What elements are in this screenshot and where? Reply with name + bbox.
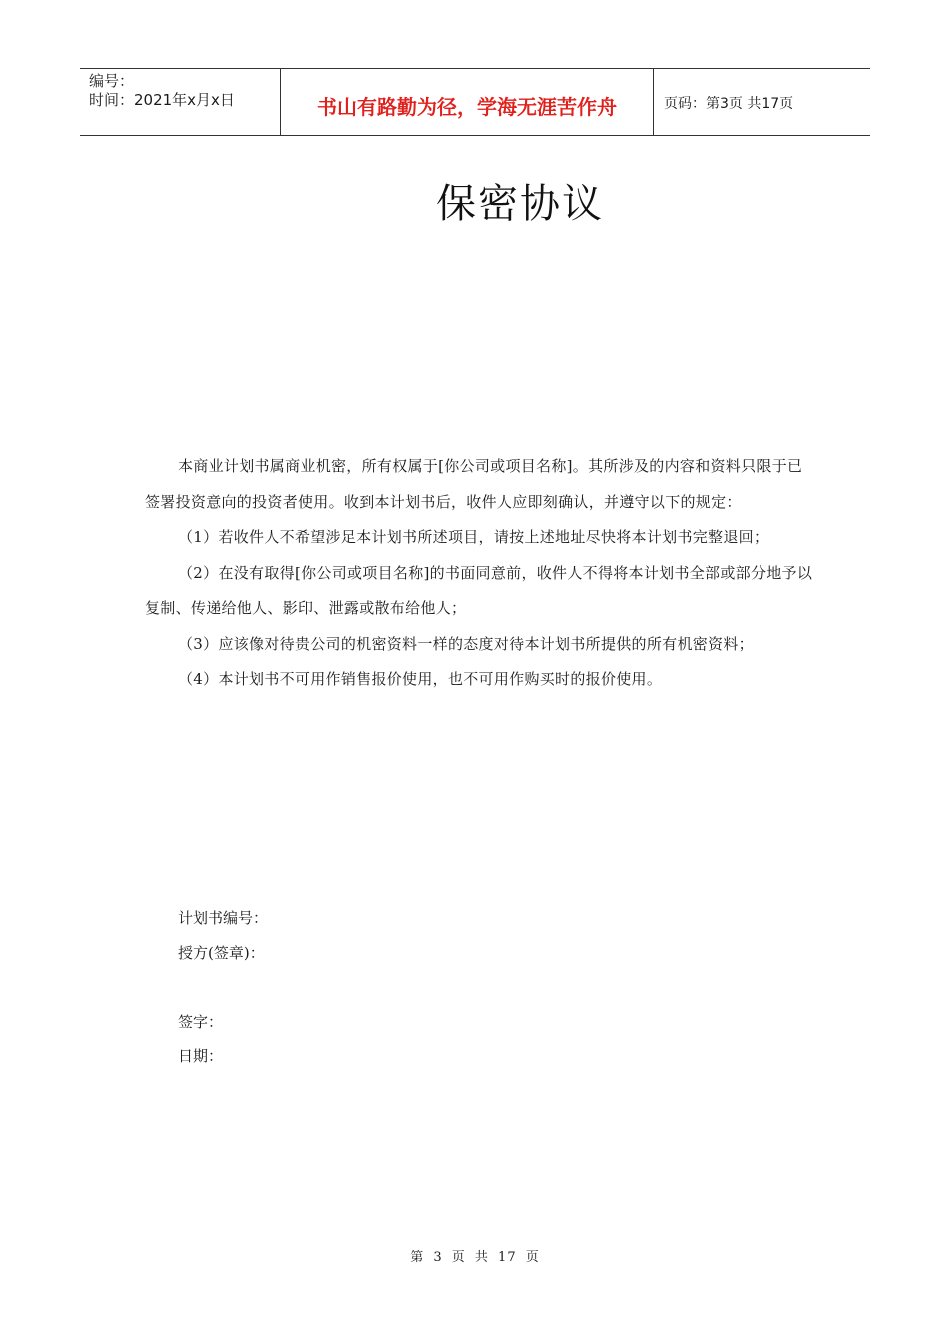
paragraph-clause-4: （4）本计划书不可用作销售报价使用，也不可用作购买时的报价使用。 — [178, 670, 663, 688]
header-date: 时间：2021年x月x日 — [89, 91, 235, 109]
header-table — [80, 68, 870, 136]
paragraph-intro: 本商业计划书属商业机密，所有权属于[你公司或项目名称]。其所涉及的内容和资料只限于已签署投资意向的投资者使用。收到本计划书后，收件人应即刻确认，并遵守以下的规定： — [145, 457, 803, 511]
header-motto-cell — [281, 69, 654, 135]
document-title: 保密协议 — [436, 181, 604, 227]
signature-field: 签字： — [178, 1013, 224, 1031]
paragraph-clause-2: （2）在没有取得[你公司或项目名称]的书面同意前，收件人不得将本计划书全部或部分地予以复制、传递给他人、影印、泄露或散布给他人； — [145, 563, 813, 617]
header-motto: 书山有路勤为径，学海无涯苦作舟 — [317, 94, 617, 119]
header-page-cell — [654, 69, 870, 135]
page-footer: 第 3 页 共 17 页 — [410, 1250, 540, 1265]
plan-number-field: 计划书编号： — [178, 909, 269, 927]
grantor-seal-field: 授方(签章)： — [178, 944, 265, 962]
paragraph-clause-3: （3）应该像对待贵公司的机密资料一样的态度对待本计划书所提供的所有机密资料； — [178, 634, 754, 653]
header-page-info: 页码：第3页 共17页 — [664, 96, 794, 112]
header-number-label: 编号： — [89, 72, 135, 90]
paragraph-clause-1: （1）若收件人不希望涉足本计划书所述项目，请按上述地址尽快将本计划书完整退回； — [178, 528, 770, 546]
header-meta — [80, 69, 281, 135]
date-field: 日期： — [178, 1047, 224, 1065]
agreement-body — [145, 449, 813, 698]
